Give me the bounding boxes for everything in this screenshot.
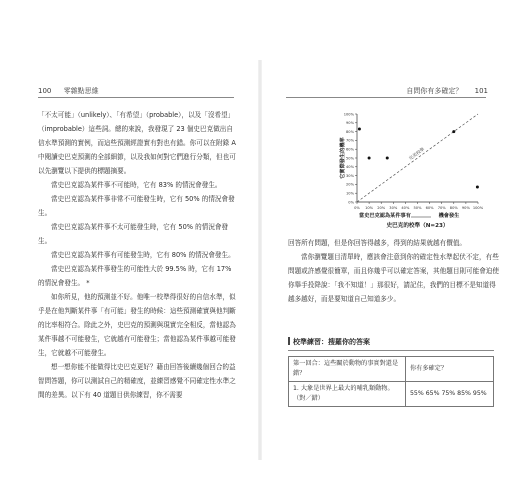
paragraph: 當史巴克認為某件事發生的可能性大於 99.5% 時，它有 17% 的情況會發生。 *: [38, 265, 232, 287]
right-page: [260, 0, 520, 500]
y-tick-label: 80%: [346, 129, 354, 134]
table-row: [289, 382, 494, 407]
y-tick-label: 10%: [346, 191, 354, 196]
right-body-text: [288, 236, 500, 306]
table-header-row: [289, 357, 494, 382]
running-head-left: [38, 86, 99, 96]
table-cell: 1. 大象是世界上最大的哺乳類動物。（對／錯）: [289, 382, 406, 407]
x-tick-label: 10%: [365, 206, 374, 210]
paragraph: 「不太可能」（unlikely）、「有希望」（probable），以及「沒希望」（improbable）這些詞。總的來說，我發現了 23 個史巴克做出自信水準預測的實例，而這些預測經證實有對也有錯。你可以在附錄 A 中閱讀史巴克預測的全部細節，以及我如何對它們進行分類，但也可以先瀏覽以下提供的標題摘要。: [38, 111, 236, 175]
paragraph: 回答所有問題，但是你回答得越多，得到的結果就越有價值。: [288, 239, 467, 247]
paragraph: 當你瀏覽題目清單時，應該會注意到你的確定性水準起伏不定，有些問題或許感覺很簡單，而且你幾乎可以確定答案，其他題目則可能會迫使你舉手投降說：「我不知道！」那很好，請記住，我們的目標不是知道得越多越好，而是要知道自己知道多少。: [288, 253, 499, 303]
table-header-cell: 第一回合：這些關於動物的事實對還是錯？: [289, 357, 406, 382]
exercise-title: 校準練習：搜羅你的答案: [293, 338, 370, 346]
header-rule-left: [38, 97, 234, 98]
paragraph: 當史巴克認為某件事不可能時，它有 83% 的情況會發生。: [51, 181, 222, 189]
data-point: [452, 130, 455, 133]
x-tick-label: 0%: [354, 206, 360, 210]
chart-svg: [282, 108, 496, 233]
paragraph: 當史巴克認為某件事非常不可能發生時，它有 50% 的情況會發生。: [38, 195, 235, 217]
x-axis-label: 當史巴克認為某件事有: [359, 213, 411, 219]
y-tick-label: 20%: [346, 182, 354, 187]
data-point: [476, 186, 479, 189]
table-cell: 55% 65% 75% 85% 95%: [406, 382, 494, 407]
exercise-heading: [288, 337, 370, 347]
perfect-calibration-label: 完美校準: [408, 147, 426, 162]
y-tick-label: 70%: [346, 138, 354, 143]
x-tick-label: 90%: [461, 206, 470, 210]
header-rule-right: [286, 97, 486, 98]
x-tick-label: 50%: [413, 206, 422, 210]
y-tick-label: 100%: [343, 112, 354, 117]
paragraph: 想一想你能不能做得比史巴克更好？藉由回答後續幾個回合的益智問答題，你可以測試自己的精確度，並練習感覺不同確定性水準之間的差異。以下有 40 道題目供你練習，你不需要: [38, 363, 236, 399]
running-head-title-right: 自問你有多確定？: [406, 87, 463, 95]
paragraph: 當史巴克認為某件事不太可能發生時，它有 50% 的情況會發生。: [38, 223, 229, 245]
y-tick-label: 60%: [346, 147, 354, 152]
heading-marker: [288, 337, 290, 345]
x-tick-label: 80%: [449, 206, 458, 210]
x-tick-label: 40%: [401, 206, 410, 210]
running-head-title-left: 零雜點思維: [63, 87, 99, 95]
x-tick-label: 70%: [437, 206, 446, 210]
x-axis-label: 機會發生: [438, 213, 460, 219]
data-point: [386, 157, 389, 160]
quiz-table: [288, 356, 494, 407]
y-tick-label: 40%: [346, 165, 354, 170]
table-header-cell: 你有多確定？: [406, 357, 494, 382]
y-tick-label: 30%: [346, 173, 354, 178]
paragraph: 如你所見，他的預測並不好。他唯一校準得很好的自信水準，似乎是在他判斷某件事「有可能」發生的時候：這些預測確實與他判斷的比率相符合。除此之外，史巴克的預測與現實完全相反，當他認為某件事越不可能發生，它就越有可能發生；當他認為某件事越可能發生，它就越不可能發生。: [38, 293, 236, 357]
x-tick-label: 60%: [425, 206, 434, 210]
x-tick-label: 30%: [389, 206, 398, 210]
y-axis-label: 它實際發生的機率: [340, 137, 346, 179]
page-number-left: 100: [38, 87, 52, 95]
chart-caption: 史巴克的校準（N=23）: [386, 223, 449, 229]
y-tick-label: 0%: [348, 200, 354, 205]
paragraph: 當史巴克認為某件事有可能發生時，它有 80% 的情況會發生。: [51, 251, 235, 259]
running-head-right: [406, 86, 488, 96]
data-point: [358, 127, 361, 130]
y-tick-label: 50%: [346, 156, 354, 161]
data-point: [368, 157, 371, 160]
x-tick-label: 100%: [472, 206, 484, 210]
page-number-right: 101: [474, 87, 488, 95]
perfect-calibration-line: [357, 114, 478, 202]
left-body-text: [38, 108, 238, 402]
y-tick-label: 90%: [346, 121, 354, 126]
calibration-chart: [282, 108, 496, 233]
x-tick-label: 20%: [377, 206, 386, 210]
exercise-rule: [288, 350, 494, 351]
